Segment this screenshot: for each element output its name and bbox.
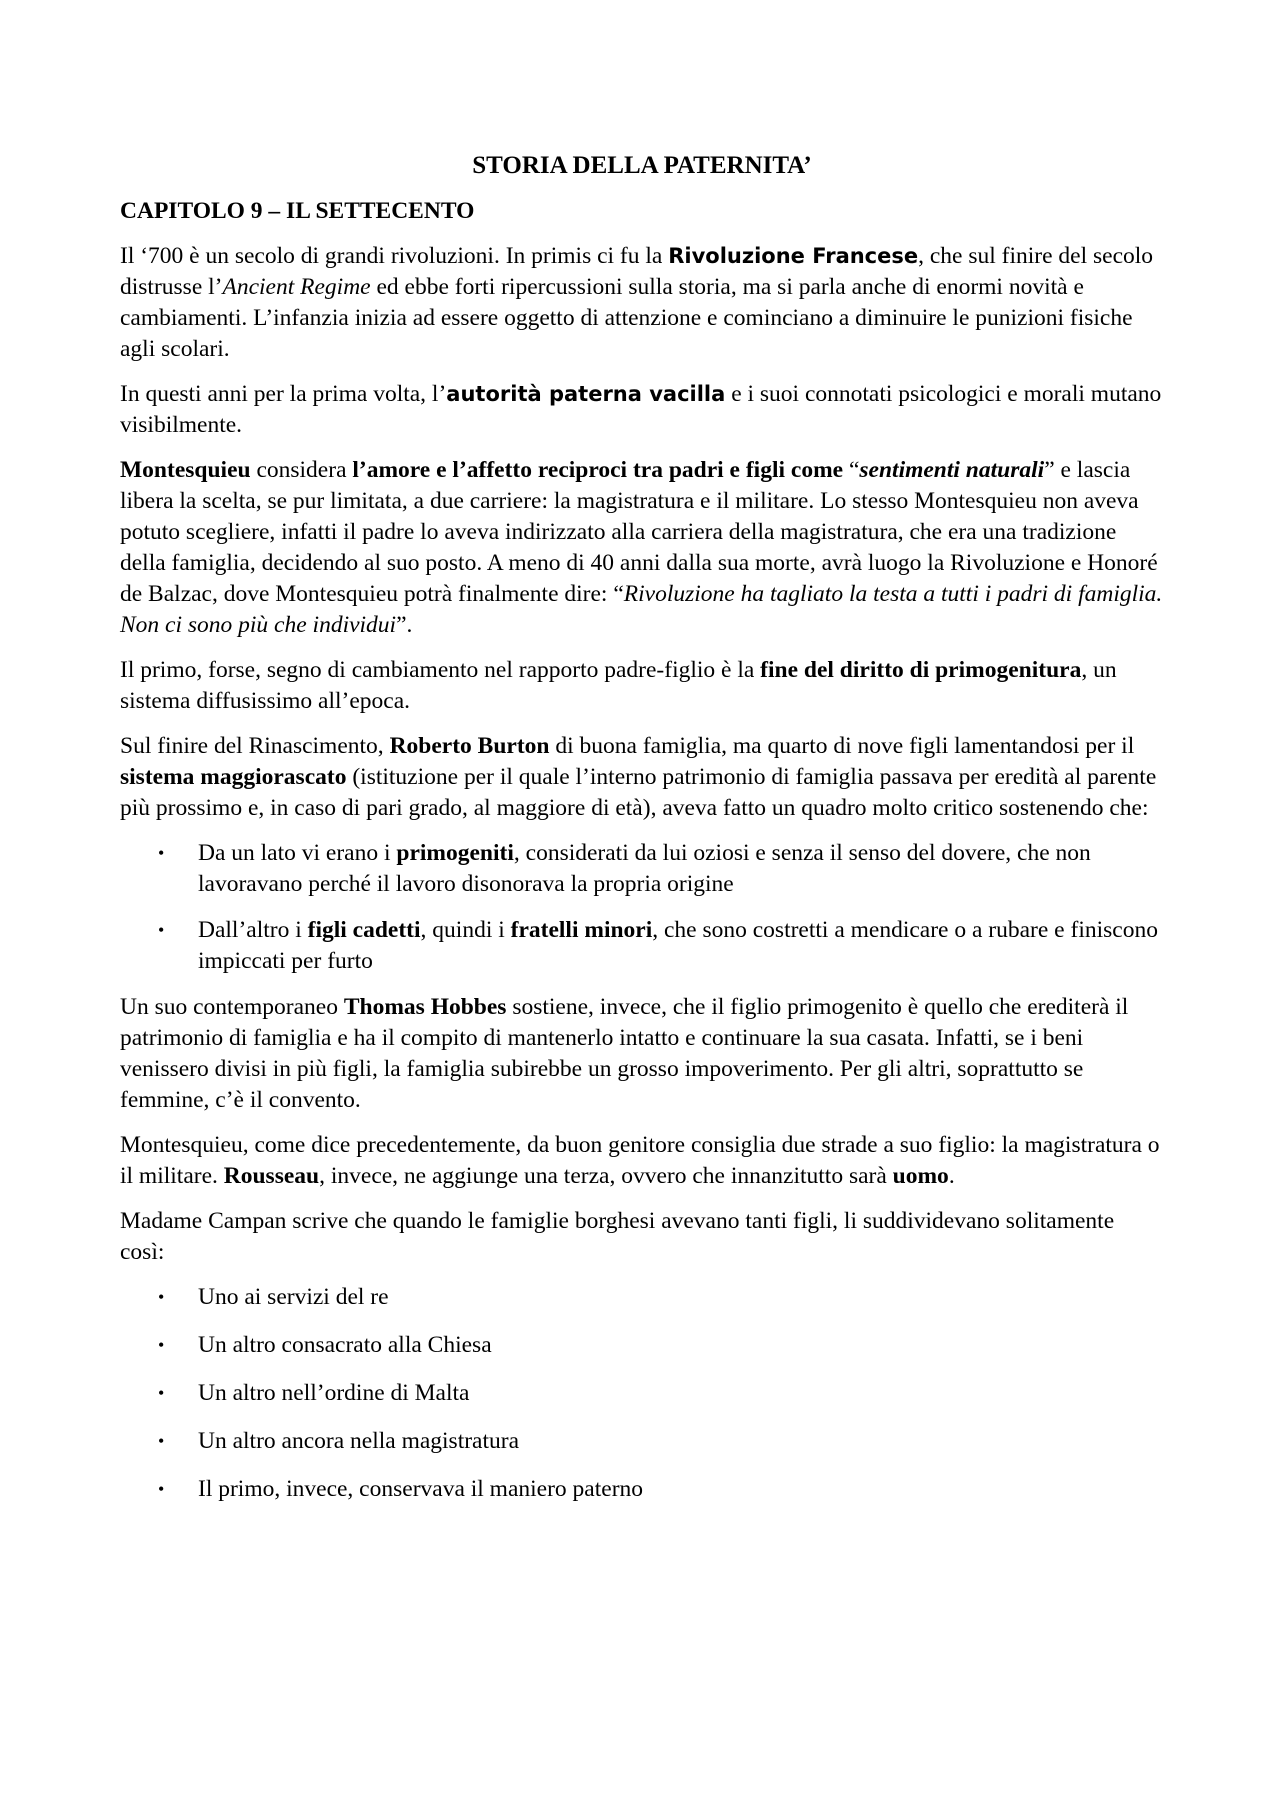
text-run: Il primo, invece, conservava il maniero paterno (198, 1476, 644, 1502)
bullet-icon: • (158, 1431, 165, 1451)
paragraph-4 (120, 655, 1164, 717)
chapter-heading: CAPITOLO 9 – IL SETTECENTO (120, 198, 475, 224)
text-run: “ (843, 457, 860, 483)
paragraph-1 (120, 241, 1164, 365)
bullet-icon: • (158, 843, 165, 863)
bullet-icon: • (158, 1383, 165, 1403)
text-run: . (948, 1163, 955, 1189)
bold-text: Thomas Hobbes (343, 994, 507, 1020)
paragraph-5 (120, 731, 1164, 824)
text-run: Montesquieu, come dice precedentemente, da buon genitore consiglia due strade a suo figlio: la magistratura o il militare. (120, 1132, 1160, 1189)
list-item (120, 1378, 1164, 1409)
text-run: Il primo, forse, segno di cambiamento nel rapporto padre-figlio è la (120, 657, 761, 683)
text-run: Uno ai servizi del re (198, 1284, 389, 1310)
bullet-icon: • (158, 1335, 165, 1355)
bold-text: fratelli minori (510, 917, 653, 943)
paragraph-2 (120, 379, 1164, 441)
text-run: Dall’altro i (198, 917, 308, 943)
text-run: , quindi i (420, 917, 511, 943)
paragraph-8: Madame Campan scrive che quando le famiglie borghesi avevano tanti figli, li suddividevano solitamente così: (120, 1208, 1115, 1265)
bold-text: primogeniti (396, 840, 514, 866)
list-item (120, 1330, 1164, 1361)
list-item (120, 1282, 1164, 1313)
bullet-icon: • (158, 1287, 165, 1307)
list-item (120, 1474, 1164, 1505)
bold-text: l’amore e l’affetto reciproci tra padri e figli come (352, 457, 844, 483)
text-run: In questi anni per la prima volta, l’ (120, 381, 447, 407)
text-run: e i suoi connotati psicologici e morali mutano visibilmente. (120, 381, 1162, 438)
italic-text: Rivoluzione ha tagliato la testa a tutti i padri di famiglia. Non ci sono più che individui (120, 581, 1163, 638)
document-page (120, 150, 1164, 1522)
italic-text: Ancient Regime (222, 274, 371, 300)
text-run: ed ebbe forti ripercussioni sulla storia, ma si parla anche di enormi novità e cambiamenti. L’infanzia inizia ad essere oggetto di attenzione e cominciano a diminuire le punizioni fisiche agli scolari. (120, 274, 1133, 362)
text-run: Un altro nell’ordine di Malta (198, 1380, 470, 1406)
text-run: (istituzione per il quale l’interno patrimonio di famiglia passava per eredità al parente più prossimo e, in caso di pari grado, al maggiore di età), aveva fatto un quadro molto critico sostenendo che: (120, 764, 1157, 821)
text-run: , un sistema diffusissimo all’epoca. (120, 657, 1117, 714)
bold-text: uomo (892, 1163, 949, 1189)
paragraph-7 (120, 1130, 1164, 1192)
text-run: , che sul finire del secolo distrusse l’ (120, 243, 1154, 300)
list-item (120, 838, 1164, 900)
list-item (120, 1426, 1164, 1457)
bold-text: sistema maggiorascato (120, 764, 347, 790)
text-run: Un altro ancora nella magistratura (198, 1428, 520, 1454)
bold-text: fine del diritto di primogenitura (760, 657, 1082, 683)
text-run: , che sono costretti a mendicare o a rubare e finiscono impiccati per furto (198, 917, 1158, 974)
text-run: Un altro consacrato alla Chiesa (198, 1332, 492, 1358)
text-run: ” e lascia libera la scelta, se pur limitata, a due carriere: la magistratura e il militare. Lo stesso Montesquieu non aveva potuto scegliere, infatti il padre lo aveva indirizzato alla carriera della magistratura, che era una tradizione della famiglia, decidendo al suo posto. A meno di 40 anni dalla sua morte, avrà luogo la Rivoluzione e Honoré de Balzac, dove Montesquieu potrà finalmente dire: “ (120, 457, 1158, 607)
text-run: sostiene, invece, che il figlio primogenito è quello che erediterà il patrimonio di famiglia e ha il compito di mantenerlo intatto e continuare la sua casata. Infatti, se i beni venissero divisi in più figli, la famiglia subirebbe un grosso impoverimento. Per gli altri, soprattutto se femmine, c’è il convento. (120, 994, 1129, 1113)
bold-text: autorità paterna vacilla (446, 382, 726, 406)
bullet-list-2 (120, 1282, 1164, 1505)
paragraph-3 (120, 455, 1164, 641)
bold-text: Roberto Burton (389, 733, 550, 759)
text-run: Un suo contemporaneo (120, 994, 344, 1020)
text-run: Il ‘700 è un secolo di grandi rivoluzioni. In primis ci fu la (120, 243, 669, 269)
text-run: ”. (396, 612, 413, 638)
bold-text: Rousseau (223, 1163, 320, 1189)
list-item (120, 915, 1164, 977)
text-run: , considerati da lui oziosi e senza il senso del dovere, che non lavoravano perché il lavoro disonorava la propria origine (198, 840, 1091, 897)
text-run: Da un lato vi erano i (198, 840, 397, 866)
text-run: Sul finire del Rinascimento, (120, 733, 390, 759)
bullet-list-1 (120, 838, 1164, 977)
bold-text: figli cadetti (307, 917, 421, 943)
bold-text: Rivoluzione Francese (668, 244, 919, 268)
bold-text: Montesquieu (120, 457, 251, 483)
bullet-icon: • (158, 1479, 165, 1499)
paragraph-6 (120, 992, 1164, 1116)
bold-italic-text: sentimenti naturali (859, 457, 1045, 483)
document-title: STORIA DELLA PATERNITA’ (472, 152, 812, 179)
text-run: , invece, ne aggiunge una terza, ovvero che innanzitutto sarà (319, 1163, 893, 1189)
text-run: considera (250, 457, 353, 483)
text-run: di buona famiglia, ma quarto di nove figli lamentandosi per il (549, 733, 1135, 759)
bullet-icon: • (158, 920, 165, 940)
